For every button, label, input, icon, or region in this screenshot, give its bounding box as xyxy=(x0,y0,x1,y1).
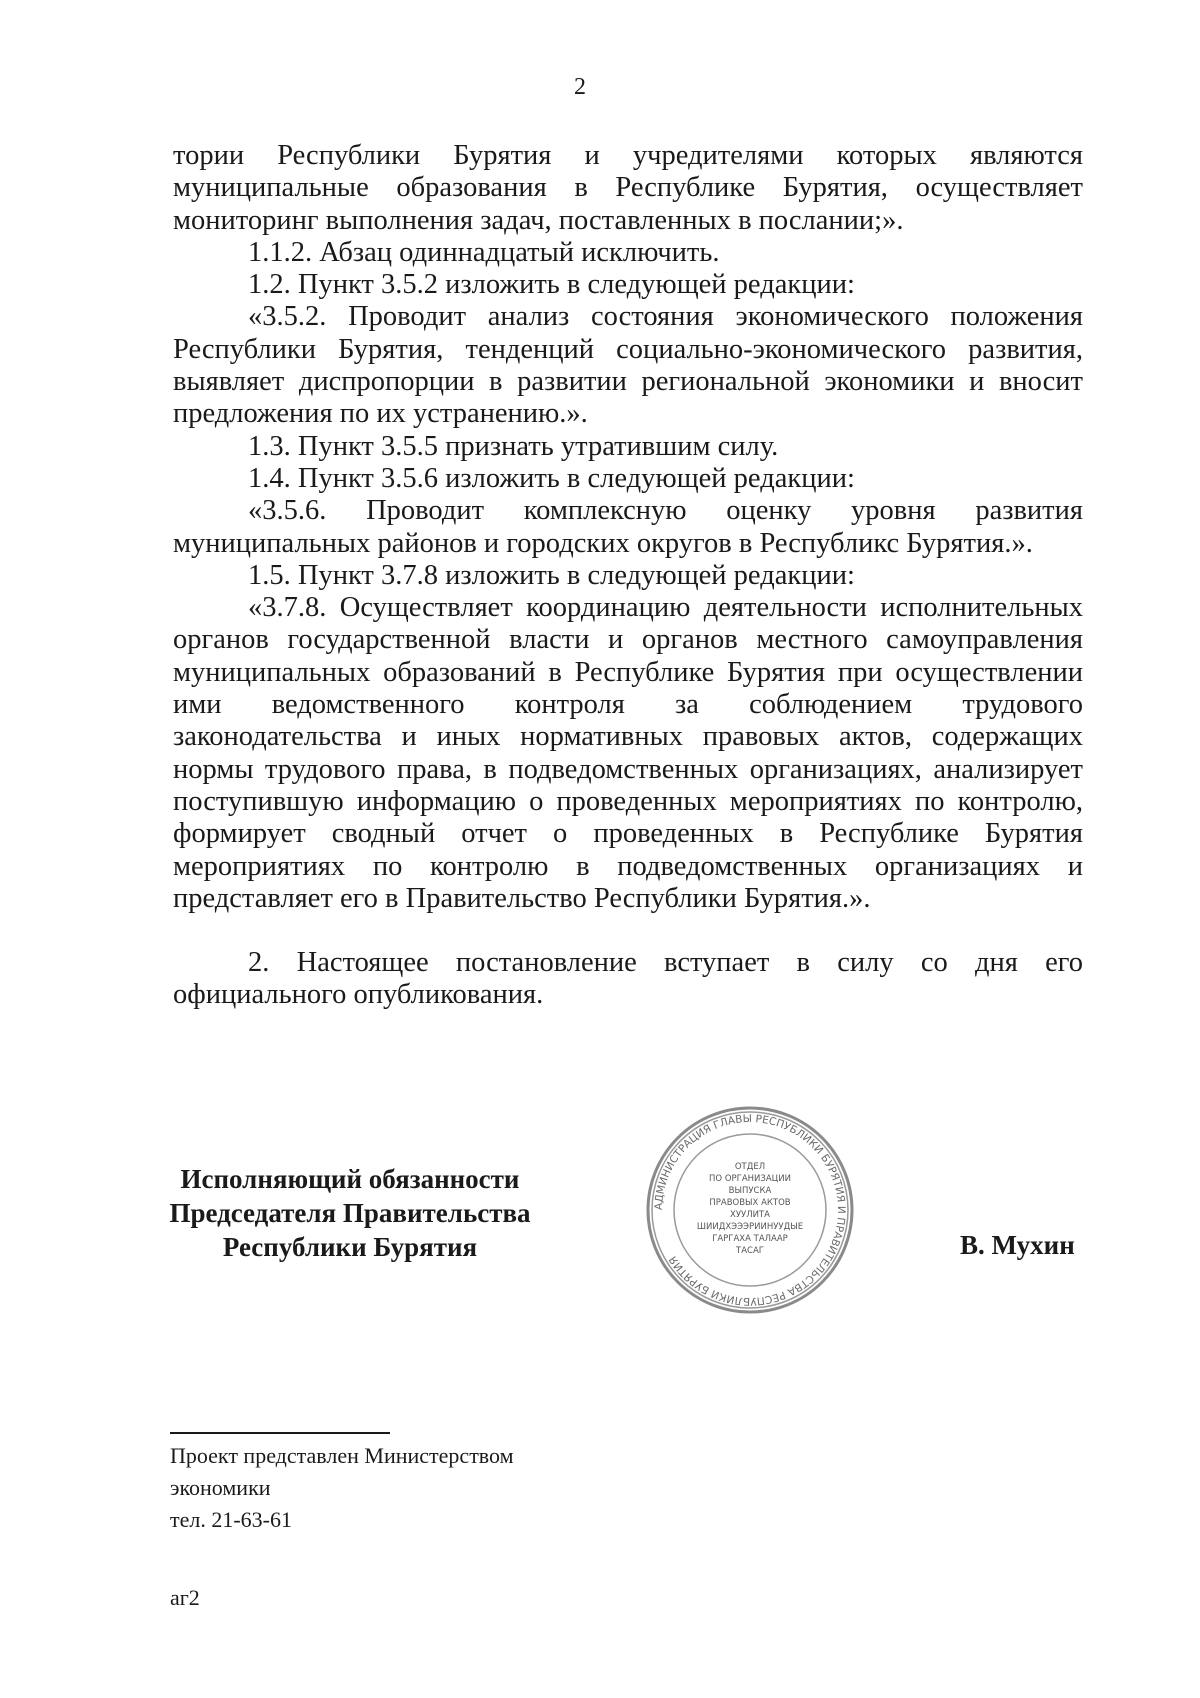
signature-title-line: Председателя Правительства xyxy=(169,1198,531,1228)
body-paragraph: 1.1.2. Абзац одиннадцатый исключить. xyxy=(248,236,720,268)
official-seal-icon xyxy=(645,1105,855,1315)
footnote-line-text: экономики xyxy=(170,1475,271,1500)
body-paragraph: тории Республики Бурятия и учредителями которых являются муниципальные образования в Республике Бурятия, осуществляет мониторинг выполнения задач, поставленных в послании;». xyxy=(173,140,1083,236)
seal-inner-line: ВЫПУСКА xyxy=(728,1186,772,1196)
body-paragraph: «3.5.6. Проводит комплексную оценку уровня развития муниципальных районов и городских округов в Республикс Бурятия.». xyxy=(173,495,1083,559)
body-paragraph: 1.4. Пункт 3.5.6 изложить в следующей редакции: xyxy=(248,462,855,494)
seal-inner-line: ОТДЕЛ xyxy=(734,1162,766,1172)
seal-inner-line: ХУУЛИТА xyxy=(730,1210,770,1220)
footnote-line-text: тел. 21-63-61 xyxy=(170,1507,293,1532)
body-paragraph: «3.5.2. Проводит анализ состояния экономического положения Республики Бурятия, тенденций социально-экономического развития, выявляет диспропорции в развитии региональной экономики и вносит предложения по их устранению.». xyxy=(173,301,1083,430)
body-paragraph: 1.2. Пункт 3.5.2 изложить в следующей редакции: xyxy=(248,269,855,301)
body-paragraph: «3.7.8. Осуществляет координацию деятельности исполнительных органов государственной власти и органов местного самоуправления муниципальных образований в Республике Бурятия при осуществлении ими ведомственного контроля за соблюдением трудового законодательства и иных нормативных правовых актов, содержащих нормы трудового права, в подведомственных организациях, анализирует поступившую информацию о проведенных мероприятиях по контролю, формирует сводный отчет о проведенных в Республике Бурятия мероприятиях по контролю в подведомственных организациях и представляет его в Правительство Республики Бурятия.». xyxy=(173,592,1083,914)
signature-title-line: Исполняющий обязанности xyxy=(180,1164,520,1194)
body-paragraph: 1.3. Пункт 3.5.5 признать утратившим силу. xyxy=(248,430,779,462)
footnote-divider xyxy=(170,1432,390,1434)
seal-graphic xyxy=(645,1105,855,1315)
footnote xyxy=(170,1440,590,1536)
seal-inner-line: ПО ОРГАНИЗАЦИИ xyxy=(709,1174,791,1184)
page-number: 2 xyxy=(574,74,586,100)
seal-inner-line: ГАРГАХА ТАЛААР xyxy=(712,1234,788,1244)
signature-title xyxy=(150,1162,550,1264)
document-body xyxy=(173,140,1083,1012)
seal-inner-line: ШИИДХЭЭЭРИИНУУДЫЕ xyxy=(696,1222,804,1232)
body-paragraph: 2. Настоящее постановление вступает в силу со дня его официального опубликования. xyxy=(173,947,1083,1011)
body-paragraph: 1.5. Пункт 3.7.8 изложить в следующей редакции: xyxy=(248,559,855,591)
footnote-line-text: Проект представлен Министерством xyxy=(170,1443,514,1468)
seal-inner-line: ПРАВОВЫХ АКТОВ xyxy=(709,1198,791,1208)
seal-outer-text-path: АДМИНИСТРАЦИЯ ГЛАВЫ РЕСПУБЛИКИ БУРЯТИЯ И ПРАВИТЕЛЬСТВА РЕСПУБЛИКИ БУРЯТИЯ xyxy=(652,1112,848,1308)
document-code: аг2 xyxy=(170,1585,200,1610)
signatory-name: В. Мухин xyxy=(960,1230,1075,1260)
seal-inner-line: ТАСАГ xyxy=(736,1246,764,1256)
signature-title-line: Республики Бурятия xyxy=(222,1232,478,1262)
